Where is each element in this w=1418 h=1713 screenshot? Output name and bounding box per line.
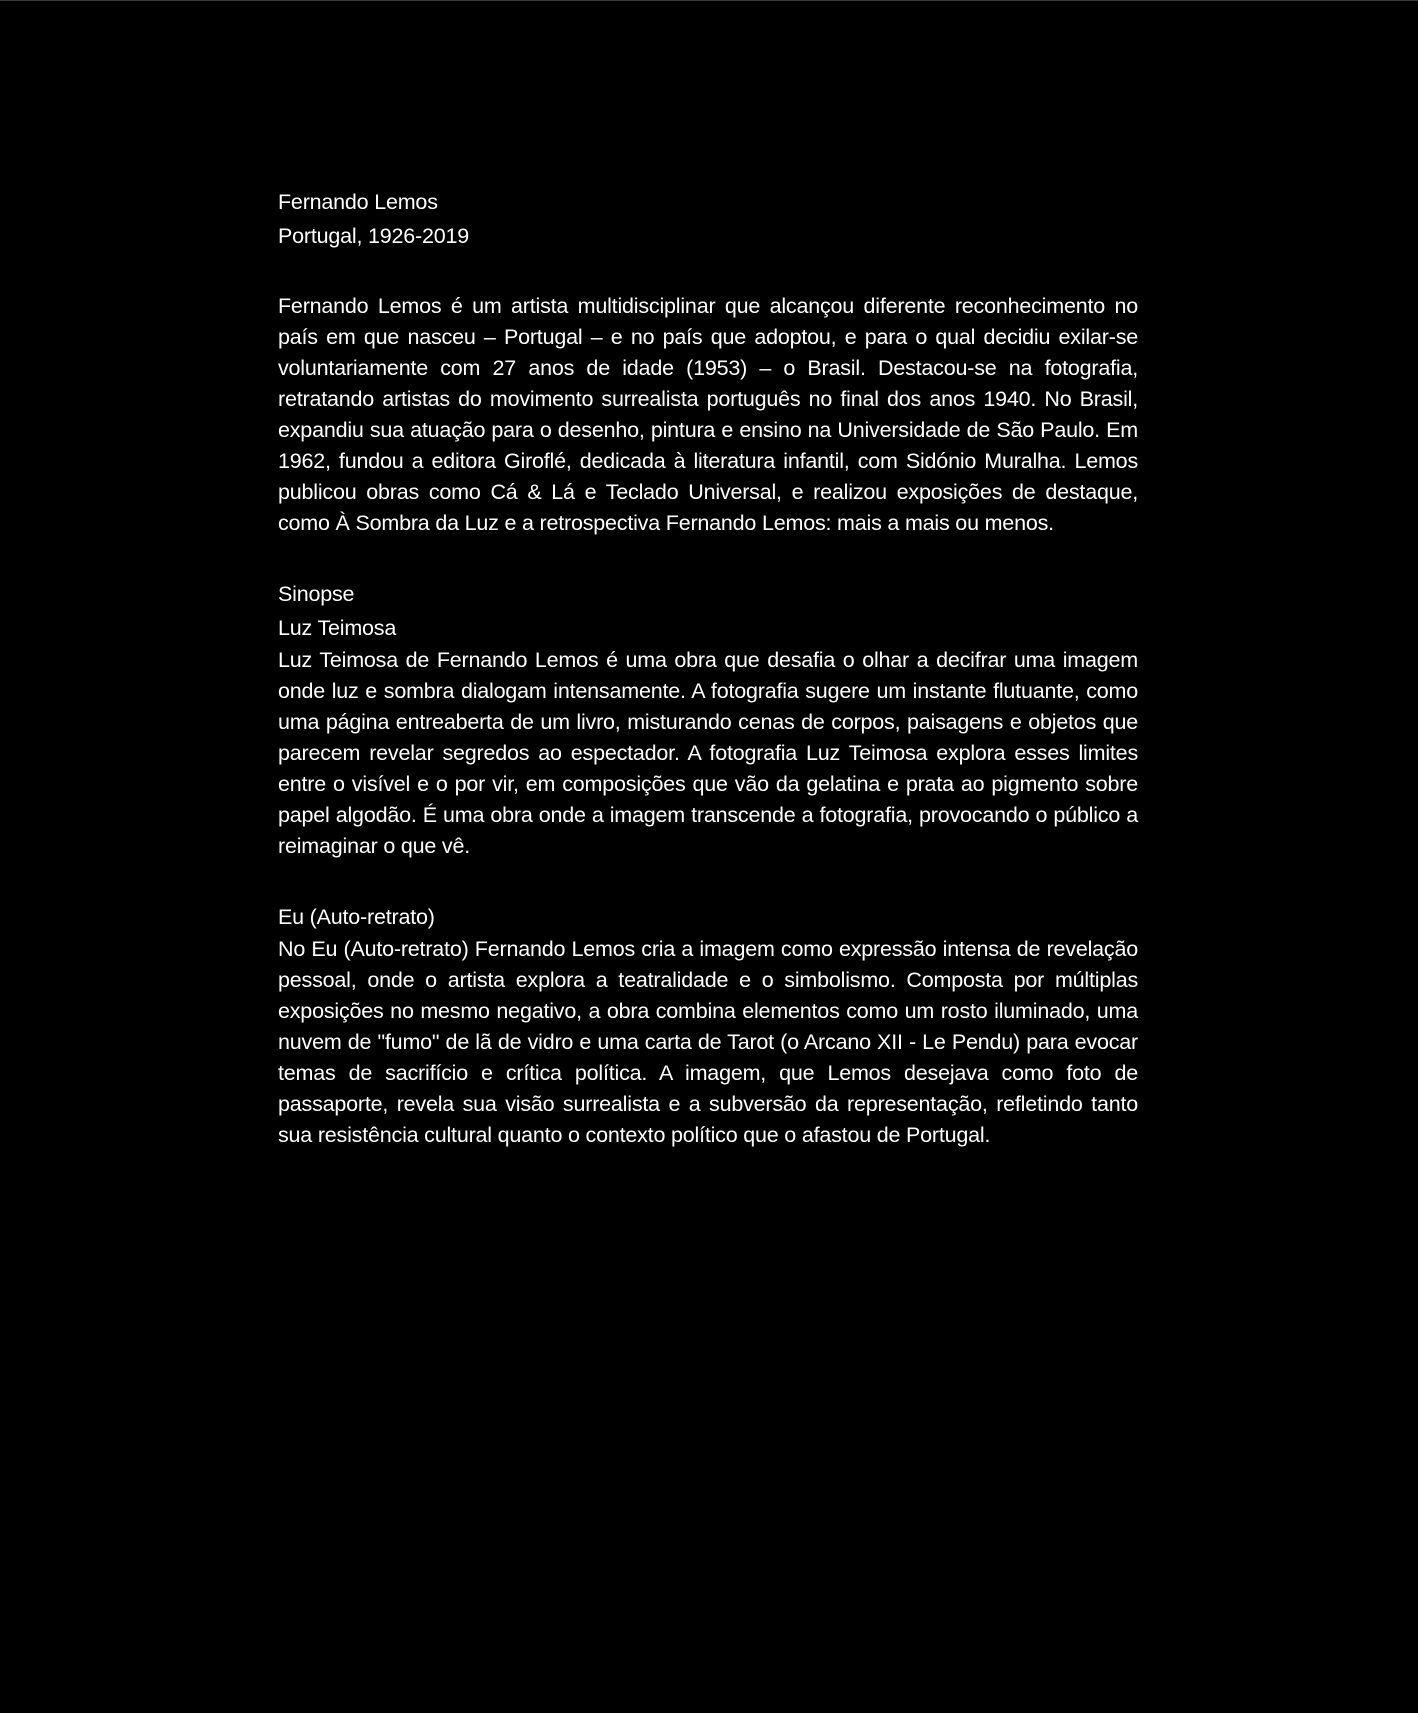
artist-name: Fernando Lemos <box>278 190 438 214</box>
work-description: No Eu (Auto-retrato) Fernando Lemos cria a imagem como expressão intensa de revelação pessoal, onde o artista explora a teatralidade e o simbolismo. Composta por múltiplas exposições no mesmo negativo, a obra combina elementos como um rosto iluminado, uma nuvem de "fumo" de lã de vidro e uma carta de Tarot (o Arcano XII - Le Pendu) para evocar temas de sacrifício e crítica política. A imagem, que Lemos desejava como foto de passaporte, revela sua visão surrealista e a subversão da representação, refletindo tanto sua resistência cultural quanto o contexto político que o afastou de Portugal. <box>278 937 1138 1147</box>
synopsis-heading: Sinopse <box>278 582 355 606</box>
work-title: Luz Teimosa <box>278 616 397 640</box>
artist-origin: Portugal, 1926-2019 <box>278 224 470 248</box>
document-content <box>278 185 1138 1189</box>
artist-header <box>278 185 1138 253</box>
work-entry-eu-auto-retrato <box>278 900 1138 1151</box>
synopsis-section <box>278 577 1138 1151</box>
artist-bio: Fernando Lemos é um artista multidisciplinar que alcançou diferente reconhecimento no país em que nasceu – Portugal – e no país que adoptou, e para o qual decidiu exilar-se voluntariamente com 27 anos de idade (1953) – o Brasil. Destacou-se na fotografia, retratando artistas do movimento surrealista português no final dos anos 1940. No Brasil, expandiu sua atuação para o desenho, pintura e ensino na Universidade de São Paulo. Em 1962, fundou a editora Giroflé, dedicada à literatura infantil, com Sidónio Muralha. Lemos publicou obras como Cá & Lá e Teclado Universal, e realizou exposições de destaque, como À Sombra da Luz e a retrospectiva Fernando Lemos: mais a mais ou menos. <box>278 294 1138 535</box>
work-description: Luz Teimosa de Fernando Lemos é uma obra que desafia o olhar a decifrar uma imagem onde luz e sombra dialogam intensamente. A fotografia sugere um instante flutuante, como uma página entreaberta de um livro, misturando cenas de corpos, paisagens e objetos que parecem revelar segredos ao espectador. A fotografia Luz Teimosa explora esses limites entre o visível e o por vir, em composições que vão da gelatina e prata ao pigmento sobre papel algodão. É uma obra onde a imagem transcende a fotografia, provocando o público a reimaginar o que vê. <box>278 648 1138 858</box>
work-entry-luz-teimosa <box>278 611 1138 862</box>
work-title: Eu (Auto-retrato) <box>278 905 435 929</box>
